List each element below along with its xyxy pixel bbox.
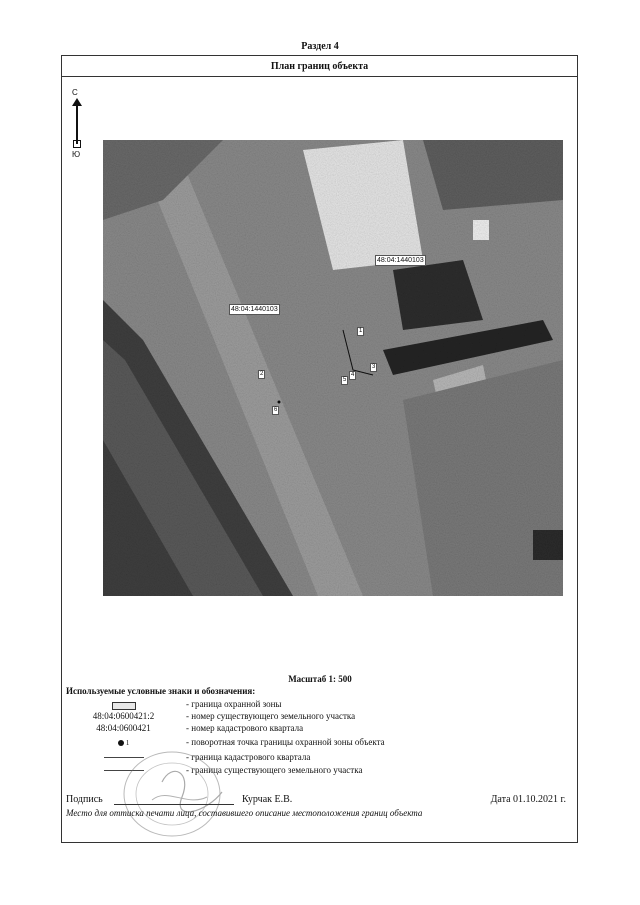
signature-label: Подпись <box>66 794 103 805</box>
point-label: 1 <box>359 328 363 334</box>
south-label: Ю <box>72 150 81 159</box>
north-arrow-base <box>73 140 81 148</box>
legend-item <box>66 711 566 723</box>
legend-item <box>66 723 566 735</box>
map-imagery <box>103 140 563 596</box>
signer-name: Курчак Е.В. <box>242 794 293 805</box>
signature-line <box>114 804 234 805</box>
section-title: Раздел 4 <box>301 41 339 52</box>
legend-desc: - граница охранной зоны <box>186 699 282 709</box>
point-label: 3 <box>372 364 376 370</box>
point-label: 4 <box>351 372 355 378</box>
stamp-place-note: Место для оттиска печати лица, составившего описание местоположения границ объекта <box>66 808 423 818</box>
satellite-map <box>103 140 563 596</box>
legend-desc: - граница существующего земельного участка <box>186 765 363 775</box>
plan-header: План границ объекта <box>62 57 577 77</box>
legend-sym: 1 <box>125 739 130 747</box>
legend-item <box>66 699 566 711</box>
map-scale: Масштаб 1: 500 <box>288 674 352 684</box>
signature-row <box>66 794 566 808</box>
cadastral-label: 48:04:1440103 <box>377 257 424 264</box>
zone-boundary-symbol <box>112 702 136 710</box>
legend-desc: - номер существующего земельного участка <box>186 711 356 721</box>
signature-date: Дата 01.10.2021 г. <box>490 794 566 805</box>
point-label: 2 <box>260 371 264 377</box>
north-arrow <box>68 88 88 168</box>
legend-sym: 48:04:0600421 <box>96 723 151 733</box>
point-label: 6 <box>274 407 278 413</box>
cadastral-label: 48:04:1440103 <box>231 306 278 313</box>
north-label: С <box>72 88 78 97</box>
legend-desc: - граница кадастрового квартала <box>186 752 311 762</box>
legend-desc: - поворотная точка границы охранной зоны объекта <box>186 737 385 747</box>
point-label: 5 <box>343 377 347 383</box>
legend-title: Используемые условные знаки и обозначения: <box>66 686 256 696</box>
stamp-icon <box>112 742 252 842</box>
legend-sym: 48:04:0600421:2 <box>92 711 155 721</box>
north-arrow-shaft <box>76 102 78 144</box>
legend-desc: - номер кадастрового квартала <box>186 723 304 733</box>
